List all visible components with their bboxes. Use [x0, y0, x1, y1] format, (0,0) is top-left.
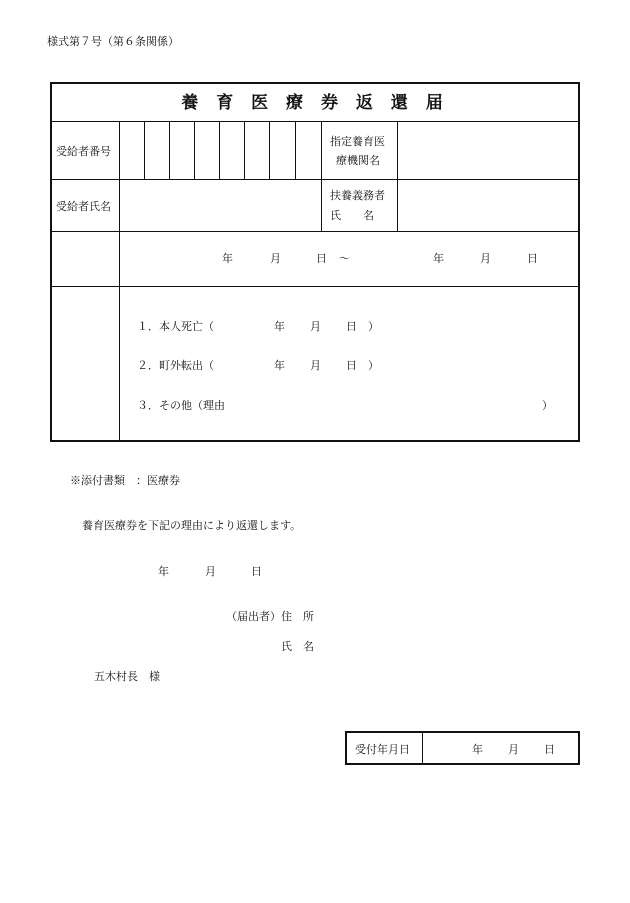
reason-2-day: 日 [346, 359, 357, 372]
guardian-name-field[interactable] [398, 180, 578, 231]
date-year: 年 [158, 565, 169, 578]
form-number: 様式第７号（第６条関係） [47, 35, 179, 48]
period-tilde: ～ [339, 252, 350, 265]
recipient-number-digit-cell[interactable] [195, 122, 219, 179]
period-end-year: 年 [433, 252, 444, 265]
period-start-day: 日 [316, 252, 327, 265]
period-field[interactable] [120, 232, 578, 286]
column-divider [321, 121, 322, 231]
reason-2-close: ） [368, 359, 379, 372]
reason-2-month: 月 [310, 359, 321, 372]
receipt-date-box [345, 731, 580, 765]
applicant-address-label: （届出者）住 所 [226, 610, 314, 623]
recipient-number-digit-cell[interactable] [245, 122, 269, 179]
applicant-name-label: 氏 名 [281, 640, 314, 653]
period-end-month: 月 [480, 252, 491, 265]
recipient-number-digit-cell[interactable] [270, 122, 294, 179]
recipient-name-label: 受給者氏名 [56, 200, 111, 213]
period-start-month: 月 [270, 252, 281, 265]
attachment-note: ※添付書類 ：医療券 [70, 474, 180, 487]
reason-1-day: 日 [346, 320, 357, 333]
reason-1-month: 月 [310, 320, 321, 333]
reason-1-label[interactable]: １．本人死亡（ [137, 320, 214, 333]
receipt-date-label: 受付年月日 [355, 743, 410, 756]
return-form-table [50, 82, 580, 442]
institution-name-field[interactable] [398, 122, 578, 179]
institution-label-line2: 療機関名 [336, 154, 380, 167]
recipient-number-label: 受給者番号 [56, 145, 111, 158]
recipient-number-digit-cell[interactable] [120, 122, 144, 179]
date-day: 日 [251, 565, 262, 578]
guardian-label-line1: 扶養義務者 [330, 189, 385, 202]
reason-2-year: 年 [274, 359, 285, 372]
period-start-year: 年 [222, 252, 233, 265]
reason-1-close: ） [368, 320, 379, 333]
receipt-date-field[interactable] [423, 733, 578, 763]
reason-3-close: ） [542, 399, 553, 412]
recipient-number-digit-cell[interactable] [296, 122, 320, 179]
period-end-day: 日 [527, 252, 538, 265]
recipient-number-digit-cell[interactable] [170, 122, 194, 179]
return-statement: 養育医療券を下記の理由により返還します。 [82, 519, 302, 532]
reasons-field [120, 287, 578, 440]
guardian-label-line2: 氏 名 [330, 209, 374, 222]
reason-2-label[interactable]: ２．町外転出（ [137, 359, 214, 372]
recipient-number-digit-cell[interactable] [145, 122, 169, 179]
institution-label-line1: 指定養育医 [330, 135, 385, 148]
receipt-day: 日 [544, 743, 555, 756]
receipt-month: 月 [508, 743, 519, 756]
date-month: 月 [205, 565, 216, 578]
reason-3-label[interactable]: ３．その他（理由 [137, 399, 225, 412]
form-title: 養 育 医 療 券 返 還 届 [181, 93, 449, 113]
recipient-number-digit-cell[interactable] [220, 122, 244, 179]
receipt-year: 年 [472, 743, 483, 756]
reason-1-year: 年 [274, 320, 285, 333]
addressee: 五木村長 様 [94, 670, 160, 683]
recipient-name-field[interactable] [120, 180, 321, 231]
